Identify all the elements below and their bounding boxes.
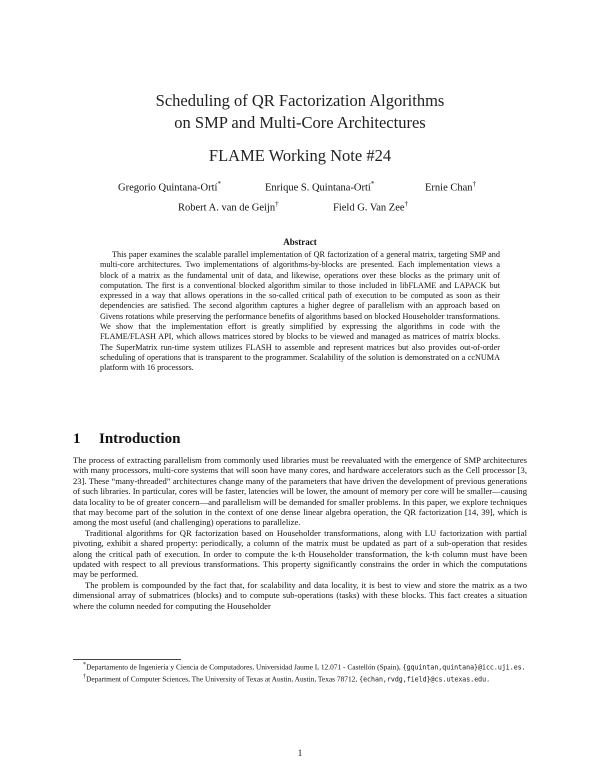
author: Field G. Van Zee† [333,200,409,214]
body-text [73,455,527,611]
footnote: *Departamento de Ingeniería y Ciencia de Computadores, Universidad Jaume I, 12.071 - Castellón (Spain), {gquintan,quintana}@icc.uji.es. [83,662,526,672]
author: Robert A. van de Geijn† [178,200,279,214]
abstract-text: This paper examines the scalable parallel implementation of QR factorization of a general matrix, targeting SMP and multi-core architectures. Two implementations of algorithms-by-blocks are presented. Each implementation views a block of a matrix as the fundamental unit of data, and likewise, operations over these blocks as the primary unit of computation. The first is a conventional blocked algorithm similar to those included in libFLAME and LAPACK but expressed in a way that allows operations in the so-called critical path of execution to be computed as soon as their dependencies are satisfied. The second algorithm captures a higher degree of parallelism with an approach based on Givens rotations while preserving the performance benefits of algorithms based on blocked Householder transformations. We show that the implementation effort is greatly simplified by expressing the algorithms in code with the FLAME/FLASH API, which allows matrices stored by blocks to be viewed and managed as matrices of matrix blocks. The SuperMatrix run-time system utilizes FLASH to assemble and represent matrices but also provides out-of-order scheduling of operations that is transparent to the programmer. Scalability of the solution is demonstrated on a ccNUMA platform with 16 processors. [100,250,500,373]
paragraph: Traditional algorithms for QR factorization based on Householder transformations, along with LU factorization with partial pivoting, exhibit a shared property: periodically, a column of the matrix must be updated as part of a sub-operation that resides along the critical path of execution. In order to compute the k-th Householder transformation, the k-th column must have been updated with respect to all previous transformations. This property significantly constrains the order in which the computations may be performed. [73,527,527,580]
author: Enrique S. Quintana-Ortí* [265,180,375,194]
footnote-email: {echan,rvdg,field}@cs.utexas.edu. [359,675,491,684]
author: Ernie Chan† [425,180,477,194]
paragraph: The problem is compounded by the fact that, for scalability and data locality, it is best to view and store the matrix as a two dimensional array of submatrices (blocks) and to compute sub-operations (tasks) with these blocks. This fact creates a situation where the column needed for computing the Householder [73,579,527,611]
author-list [0,180,600,220]
footnotes [73,661,527,685]
section-number: 1 [73,431,81,447]
title-line-2: on SMP and Multi-Core Architectures [174,113,426,132]
section-heading [73,431,180,448]
section-title: Introduction [99,431,181,447]
title-line-1: Scheduling of QR Factorization Algorithms [155,91,445,110]
paper-title [0,90,600,134]
footnote: †Department of Computer Sciences, The University of Texas at Austin, Austin, Texas 78712, {echan,rvdg,field}@cs.utexas.edu. [83,673,491,684]
author: Gregorio Quintana-Ortí* [118,180,221,194]
paragraph: The process of extracting parallelism from commonly used libraries must be reevaluated with the emergence of SMP architectures with many processors, multi-core systems that will soon have many cores, and hardware accelerators such as the Cell processor [3, 23]. These “many-threaded” architectures change many of the parameters that have driven the development of previous generations of such libraries. In particular, cores will be faster, latencies will be lower, the amount of memory per core will be smaller—causing data locality to be of greater concern—and parallelism will be demanded for smaller problems. In this paper, we explore techniques that may become part of the solution in the context of one dense linear algebra operation, the QR factorization [14, 39], which is among the most useful (and challenging) operations to parallelize. [73,455,527,528]
footnote-rule [73,659,181,660]
page-number: 1 [297,748,303,758]
footnote-email: {gquintan,quintana}@icc.uji.es. [402,663,526,672]
working-note-label: FLAME Working Note #24 [208,146,392,165]
abstract-heading: Abstract [283,237,317,247]
